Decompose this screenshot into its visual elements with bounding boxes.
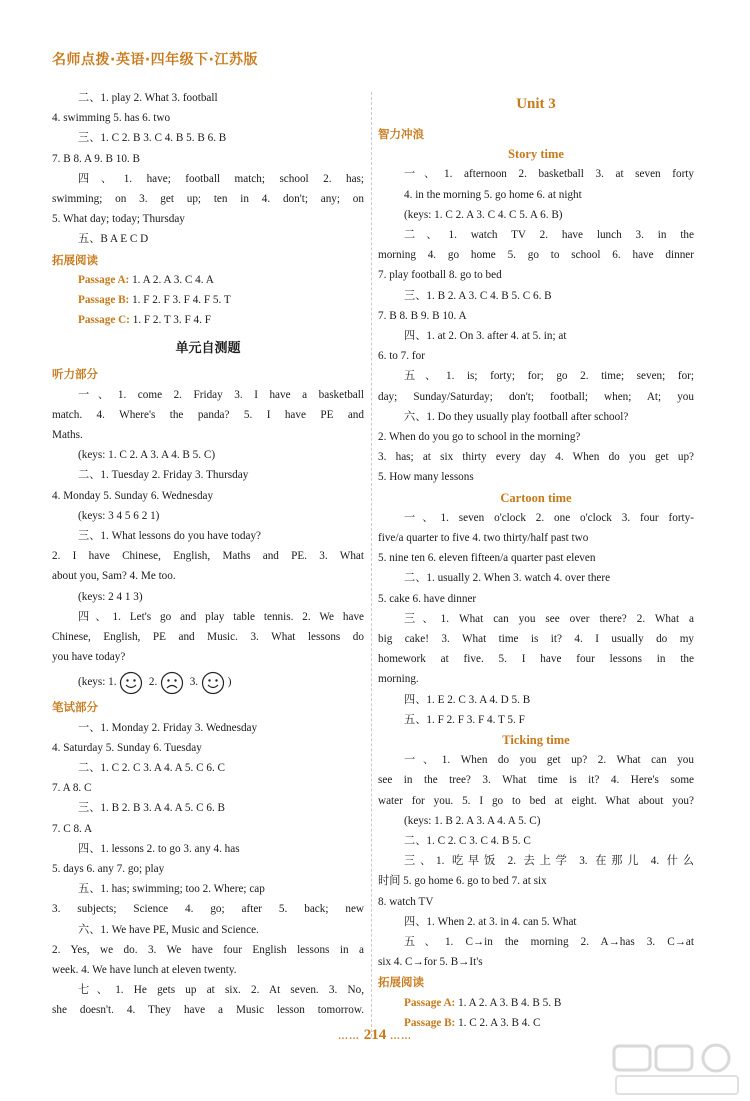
keys-num-2: 2. <box>148 676 158 689</box>
passage-label: Passage A: <box>404 996 456 1009</box>
keys-prefix: (keys: 1. <box>78 676 117 689</box>
written-line: 六、1. We have PE, Music and Science. <box>78 923 259 936</box>
right-column <box>378 88 694 1033</box>
ticking-line: 时间 5. go home 6. go to bed 7. at six <box>378 875 547 888</box>
cartoon-time-answers <box>378 508 694 730</box>
passage-line <box>378 993 694 1013</box>
story-line: 四、1. at 2. On 3. after 4. at 5. in; at <box>404 329 567 342</box>
story-time-answers <box>378 164 694 487</box>
cartoon-line: 5. nine ten 6. eleven fifteen/a quarter past eleven <box>378 552 596 565</box>
answer-line: 5. What day; today; Thursday <box>52 213 185 226</box>
cartoon-line: 四、1. E 2. C 3. A 4. D 5. B <box>404 693 531 706</box>
story-line: 三、1. B 2. A 3. C 4. B 5. C 6. B <box>404 289 552 302</box>
cartoon-line: 二、1. usually 2. When 3. watch 4. over there <box>404 572 611 585</box>
story-time-title: Story time <box>508 147 564 162</box>
keys-faces-line <box>52 667 364 697</box>
listening-line: Chinese, English, PE and Music. 3. What lessons do <box>52 630 364 643</box>
cartoon-line: 一、1. seven o'clock 2. one o'clock 3. four forty- <box>404 511 694 524</box>
cartoon-line: 五、1. F 2. F 3. F 4. T 5. F <box>404 713 525 726</box>
written-line: 三、1. B 2. B 3. A 4. A 5. C 6. B <box>78 802 226 815</box>
unit-test-title: 单元自测题 <box>175 341 241 357</box>
written-line: 5. days 6. any 7. go; play <box>52 863 165 875</box>
passage-line <box>52 310 364 330</box>
listening-line: 三、1. What lessons do you have today? <box>78 530 262 542</box>
written-line: 四、1. lessons 2. to go 3. any 4. has <box>78 842 240 855</box>
passage-line <box>52 270 364 290</box>
page-header: 名师点拨·英语·四年级下·江苏版 <box>52 52 258 68</box>
passage-label: Passage B: <box>404 1016 456 1029</box>
ticking-line: see in the tree? 3. What time is it? 4. Here's some <box>378 774 694 787</box>
passage-label: Passage A: <box>78 273 130 286</box>
watermark-logo-icon <box>612 1042 742 1098</box>
passage-answers: 1. F 2. F 3. F 4. F 5. T <box>129 294 231 306</box>
keys-num-3: 3. <box>189 676 199 689</box>
listening-answers <box>52 385 364 668</box>
keys-suffix: ) <box>227 676 232 689</box>
written-line: 7. C 8. A <box>52 822 93 835</box>
written-heading: 笔试部分 <box>52 700 98 715</box>
story-line: 一、1. afternoon 2. basketball 3. at seven forty <box>404 168 694 181</box>
smile-face-icon <box>119 671 143 695</box>
left-column <box>52 88 364 1021</box>
written-line: 一、1. Monday 2. Friday 3. Wednesday <box>78 721 258 734</box>
ticking-line: 二、1. C 2. C 3. C 4. B 5. C <box>404 834 531 847</box>
brain-wave-heading: 智力冲浪 <box>378 127 424 141</box>
passage-answers: 1. F 2. T 3. F 4. F <box>129 314 211 327</box>
answer-line: 二、1. play 2. What 3. football <box>78 92 218 104</box>
ticking-line: 一、1. When do you get up? 2. What can you <box>404 754 694 767</box>
column-divider <box>371 92 372 1037</box>
story-line: 3. has; at six thirty every day 4. When do you get up? <box>378 451 694 464</box>
written-line: 七、1. He gets up at six. 2. At seven. 3. No, <box>78 984 364 997</box>
answer-line: swimming; on 3. get up; ten in 4. don't; any; on <box>52 193 364 205</box>
written-line: 二、1. C 2. C 3. A 4. A 5. C 6. C <box>78 761 226 774</box>
cartoon-time-title: Cartoon time <box>500 490 572 505</box>
ticking-line: 五、1. C→in the morning 2. A→has 3. C→at <box>404 935 694 948</box>
listening-line: (keys: 3 4 5 6 2 1) <box>78 509 160 522</box>
story-line: 六、1. Do they usually play football after school? <box>404 410 629 423</box>
story-line: 二、1. watch TV 2. have lunch 3. in the <box>404 229 694 241</box>
passage-label: Passage B: <box>78 294 130 306</box>
page-dots-right: …… <box>390 1031 412 1042</box>
listening-line: you have today? <box>52 651 126 664</box>
passage-label: Passage C: <box>78 314 130 327</box>
story-line: 5. How many lessons <box>378 471 474 484</box>
answer-line: 四、1. have; football match; school 2. has; <box>78 172 364 185</box>
story-line: 7. play football 8. go to bed <box>378 269 502 282</box>
listening-line: 2. I have Chinese, English, Maths and PE. 3. What <box>52 550 364 563</box>
written-line: 2. Yes, we do. 3. We have four English lessons in a <box>52 943 364 956</box>
answer-line: 三、1. C 2. B 3. C 4. B 5. B 6. B <box>78 132 227 145</box>
listening-line: 四、1. Let's go and play table tennis. 2. We have <box>78 610 364 623</box>
sad-face-icon <box>160 671 184 695</box>
extend-reading-heading: 拓展阅读 <box>378 975 424 990</box>
answer-line: 4. swimming 5. has 6. two <box>52 112 171 125</box>
listening-line: about you, Sam? 4. Me too. <box>52 570 176 583</box>
passage-answers: 1. A 2. A 3. C 4. A <box>129 273 214 286</box>
cartoon-line: 三、1. What can you see over there? 2. What a <box>404 612 694 625</box>
left-top-answers <box>52 88 364 250</box>
story-line: 4. in the morning 5. go home 6. at night <box>404 188 582 201</box>
passage-answers: 1. C 2. A 3. B 4. C <box>455 1016 541 1029</box>
listening-line: (keys: 1. C 2. A 3. A 4. B 5. C) <box>78 449 216 462</box>
written-answers <box>52 718 364 1021</box>
story-line: day; Sunday/Saturday; don't; football; when; At; you <box>378 390 694 403</box>
ticking-line: 8. watch TV <box>378 895 434 908</box>
listening-line: Maths. <box>52 428 83 441</box>
listening-line: 一、1. come 2. Friday 3. I have a basketball <box>78 388 364 401</box>
story-line: (keys: 1. C 2. A 3. C 4. C 5. A 6. B) <box>404 208 563 221</box>
story-line: 2. When do you go to school in the morning? <box>378 430 581 443</box>
written-line: 五、1. has; swimming; too 2. Where; cap <box>78 883 265 896</box>
listening-heading: 听力部分 <box>52 367 98 382</box>
answer-line: 五、B A E C D <box>78 233 149 246</box>
cartoon-line: big cake! 3. What time is it? 4. I usually do my <box>378 632 694 645</box>
ticking-line: (keys: 1. B 2. A 3. A 4. A 5. C) <box>404 814 541 827</box>
ticking-time-answers <box>378 750 694 972</box>
listening-line: 4. Monday 5. Sunday 6. Wednesday <box>52 489 214 502</box>
answer-line: 7. B 8. A 9. B 10. B <box>52 152 140 165</box>
ticking-time-title: Ticking time <box>502 732 570 747</box>
written-line: week. 4. We have lunch at eleven twenty. <box>52 963 237 976</box>
written-line: 4. Saturday 5. Sunday 6. Tuesday <box>52 741 202 754</box>
story-line: 五、1. is; forty; for; go 2. time; seven; for; <box>404 370 694 383</box>
page-number-text: 214 <box>363 1027 387 1043</box>
listening-line: (keys: 2 4 1 3) <box>78 590 143 603</box>
ticking-line: water for you. 5. I go to bed at eight. What about you? <box>378 794 694 807</box>
written-line: 3. subjects; Science 4. go; after 5. back; new <box>52 903 364 916</box>
written-line: she doesn't. 4. They have a Music lesson tomorrow. <box>52 1004 364 1017</box>
page-dots-left: …… <box>338 1031 360 1042</box>
story-line: 7. B 8. B 9. B 10. A <box>378 309 467 322</box>
listening-line: 二、1. Tuesday 2. Friday 3. Thursday <box>78 469 249 482</box>
unit-title: Unit 3 <box>516 96 556 112</box>
cartoon-line: 5. cake 6. have dinner <box>378 592 477 605</box>
ticking-line: 三、1. 吃早饭 2. 去上学 3. 在那儿 4. 什么 <box>404 855 694 868</box>
cartoon-line: five/a quarter to five 4. two thirty/half past two <box>378 531 589 544</box>
written-line: 7. A 8. C <box>52 782 92 795</box>
ticking-line: six 4. C→for 5. B→It's <box>378 956 483 969</box>
passage-answers: 1. A 2. A 3. B 4. B 5. B <box>455 996 562 1009</box>
extend-reading-heading: 拓展阅读 <box>52 252 98 267</box>
story-line: 6. to 7. for <box>378 350 425 363</box>
cartoon-line: morning. <box>378 673 419 686</box>
ticking-line: 四、1. When 2. at 3. in 4. can 5. What <box>404 915 577 928</box>
left-passages <box>52 270 364 331</box>
passage-line <box>52 290 364 310</box>
listening-line: match. 4. Where's the panda? 5. I have PE and <box>52 408 364 421</box>
story-line: morning 4. go home 5. go to school 6. have dinner <box>378 249 694 262</box>
smile-face-icon <box>201 671 225 695</box>
cartoon-line: homework at five. 5. I have four lessons in the <box>378 653 694 666</box>
